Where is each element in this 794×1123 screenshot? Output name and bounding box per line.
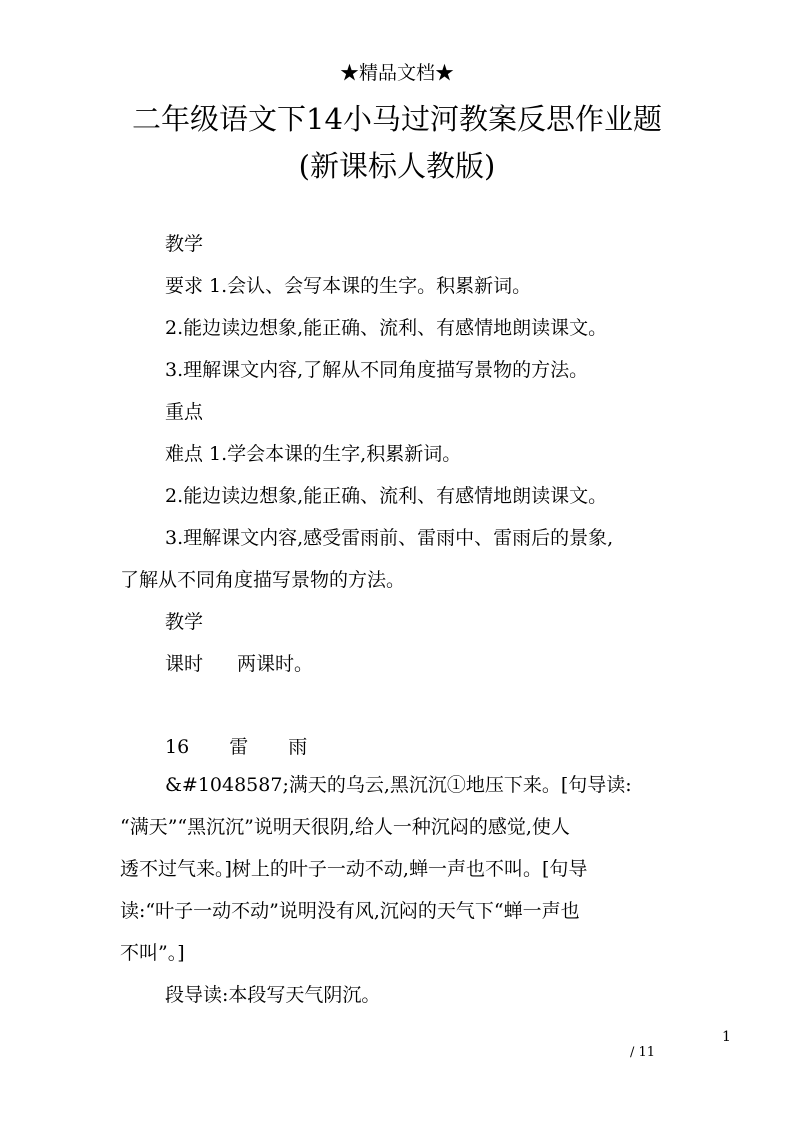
lesson-heading	[165, 733, 307, 761]
lesson-title-char-1: 雷	[229, 736, 249, 758]
paragraph-2: 段导读:本段写天气阴沉。	[165, 984, 381, 1006]
requirement-line-1: 要求 1.会认、会写本课的生字。积累新词。	[165, 275, 532, 297]
teaching-label-2: 教学	[165, 611, 204, 633]
lesson-number: 16	[165, 736, 190, 758]
difficulty-line-2: 2.能边读边想象,能正确、流利、有感情地朗读课文。	[165, 485, 608, 507]
document-title-line-2: (新课标人教版)	[298, 149, 496, 183]
page-number: 1	[722, 1029, 731, 1045]
teaching-label: 教学	[165, 233, 204, 255]
lesson-title-char-2: 雨	[288, 736, 308, 758]
difficulty-line-3b: 了解从不同角度描写景物的方法。	[120, 569, 406, 591]
requirement-line-2: 2.能边读边想象,能正确、流利、有感情地朗读课文。	[165, 317, 608, 339]
class-hours-label: 课时	[165, 653, 204, 675]
header-mark: ★精品文档★	[339, 62, 454, 84]
paragraph-1-line-2: “满天”“黑沉沉”说明天很阴,给人一种沉闷的感觉,使人	[120, 816, 570, 838]
paragraph-1-line-4: 读:“叶子一动不动”说明没有风,沉闷的天气下“蝉一声也	[120, 900, 580, 922]
paragraph-1-line-3: 透不过气来。]树上的叶子一动不动,蝉一声也不叫。[句导	[120, 858, 588, 880]
difficulty-line-1: 难点 1.学会本课的生字,积累新词。	[165, 443, 462, 465]
difficulty-line-3a: 3.理解课文内容,感受雷雨前、雷雨中、雷雨后的景象,	[165, 527, 614, 549]
page-total: / 11	[630, 1045, 656, 1060]
class-hours-value: 两课时。	[237, 653, 314, 675]
paragraph-1-line-5: 不叫”。]	[120, 942, 185, 964]
paragraph-1-line-1: &#1048587;满天的乌云,黑沉沉①地压下来。[句导读:	[165, 774, 632, 796]
key-label: 重点	[165, 401, 204, 423]
document-title-line-1: 二年级语文下14小马过河教案反思作业题	[132, 102, 662, 136]
requirement-line-3: 3.理解课文内容,了解从不同角度描写景物的方法。	[165, 359, 589, 381]
class-hours-line	[165, 650, 313, 678]
